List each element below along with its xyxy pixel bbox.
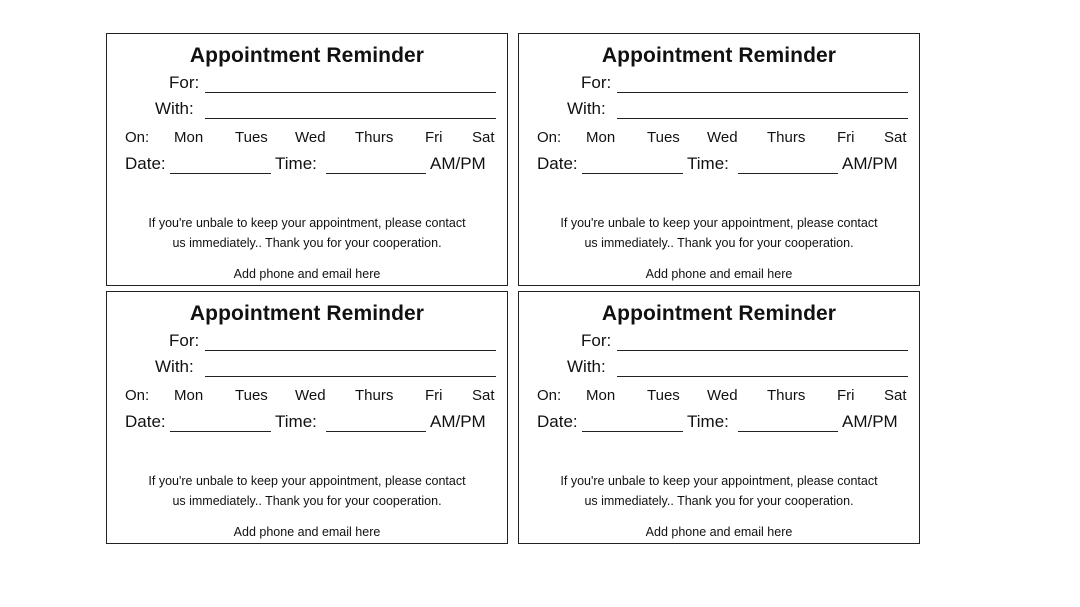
cancellation-message [519, 213, 919, 253]
with-blank-line [205, 376, 496, 377]
day-sat: Sat [472, 387, 495, 404]
for-label: For: [169, 73, 200, 92]
reminder-card-4 [518, 291, 920, 544]
message-line-1: If you're unbale to keep your appointment, please contact [148, 474, 466, 488]
card-title: Appointment Reminder [189, 302, 425, 325]
on-label: On: [125, 387, 150, 404]
card-title: Appointment Reminder [601, 44, 837, 67]
contact-info: Add phone and email here [645, 267, 793, 281]
card-title: Appointment Reminder [601, 302, 837, 325]
day-tues: Tues [647, 387, 680, 404]
message-line-2: us immediately.. Thank you for your cooperation. [584, 494, 854, 508]
date-label: Date: [537, 154, 578, 173]
message-line-1: If you're unbale to keep your appointment, please contact [560, 216, 878, 230]
cancellation-message [107, 213, 507, 253]
with-label: With: [155, 99, 194, 118]
with-label: With: [567, 99, 606, 118]
reminder-card-3 [106, 291, 508, 544]
for-label: For: [581, 331, 612, 350]
day-tues: Tues [235, 129, 268, 146]
day-fri: Fri [837, 387, 855, 404]
day-sat: Sat [472, 129, 495, 146]
day-wed: Wed [295, 129, 326, 146]
with-blank-line [617, 118, 908, 119]
reminder-card-2 [518, 33, 920, 286]
date-label: Date: [537, 412, 578, 431]
for-blank-line [205, 350, 496, 351]
on-label: On: [537, 129, 562, 146]
for-blank-line [617, 350, 908, 351]
day-mon: Mon [586, 129, 616, 146]
contact-info: Add phone and email here [645, 525, 793, 539]
message-line-1: If you're unbale to keep your appointment, please contact [148, 216, 466, 230]
day-thurs: Thurs [767, 129, 806, 146]
day-tues: Tues [647, 129, 680, 146]
date-blank-line [170, 173, 271, 174]
day-mon: Mon [174, 129, 204, 146]
message-line-2: us immediately.. Thank you for your cooperation. [172, 494, 442, 508]
cancellation-message [519, 471, 919, 511]
for-label: For: [169, 331, 200, 350]
with-label: With: [567, 357, 606, 376]
time-label: Time: [687, 412, 729, 431]
day-fri: Fri [837, 129, 855, 146]
date-blank-line [582, 431, 683, 432]
card-title: Appointment Reminder [189, 44, 425, 67]
ampm-label: AM/PM [842, 412, 898, 431]
day-tues: Tues [235, 387, 268, 404]
day-thurs: Thurs [767, 387, 806, 404]
on-label: On: [125, 129, 150, 146]
day-wed: Wed [707, 387, 738, 404]
day-fri: Fri [425, 387, 443, 404]
time-blank-line [326, 431, 426, 432]
day-thurs: Thurs [355, 387, 394, 404]
day-sat: Sat [884, 387, 907, 404]
for-blank-line [205, 92, 496, 93]
ampm-label: AM/PM [430, 154, 486, 173]
time-blank-line [738, 431, 838, 432]
cancellation-message [107, 471, 507, 511]
contact-info: Add phone and email here [233, 267, 381, 281]
message-line-2: us immediately.. Thank you for your cooperation. [172, 236, 442, 250]
date-label: Date: [125, 412, 166, 431]
day-mon: Mon [174, 387, 204, 404]
time-blank-line [326, 173, 426, 174]
reminder-card-1 [106, 33, 508, 286]
message-line-2: us immediately.. Thank you for your cooperation. [584, 236, 854, 250]
ampm-label: AM/PM [430, 412, 486, 431]
date-label: Date: [125, 154, 166, 173]
for-label: For: [581, 73, 612, 92]
ampm-label: AM/PM [842, 154, 898, 173]
day-wed: Wed [707, 129, 738, 146]
contact-info: Add phone and email here [233, 525, 381, 539]
time-label: Time: [687, 154, 729, 173]
with-label: With: [155, 357, 194, 376]
time-label: Time: [275, 412, 317, 431]
date-blank-line [170, 431, 271, 432]
day-sat: Sat [884, 129, 907, 146]
day-wed: Wed [295, 387, 326, 404]
day-mon: Mon [586, 387, 616, 404]
day-thurs: Thurs [355, 129, 394, 146]
with-blank-line [205, 118, 496, 119]
time-blank-line [738, 173, 838, 174]
on-label: On: [537, 387, 562, 404]
message-line-1: If you're unbale to keep your appointment, please contact [560, 474, 878, 488]
for-blank-line [617, 92, 908, 93]
day-fri: Fri [425, 129, 443, 146]
date-blank-line [582, 173, 683, 174]
time-label: Time: [275, 154, 317, 173]
with-blank-line [617, 376, 908, 377]
